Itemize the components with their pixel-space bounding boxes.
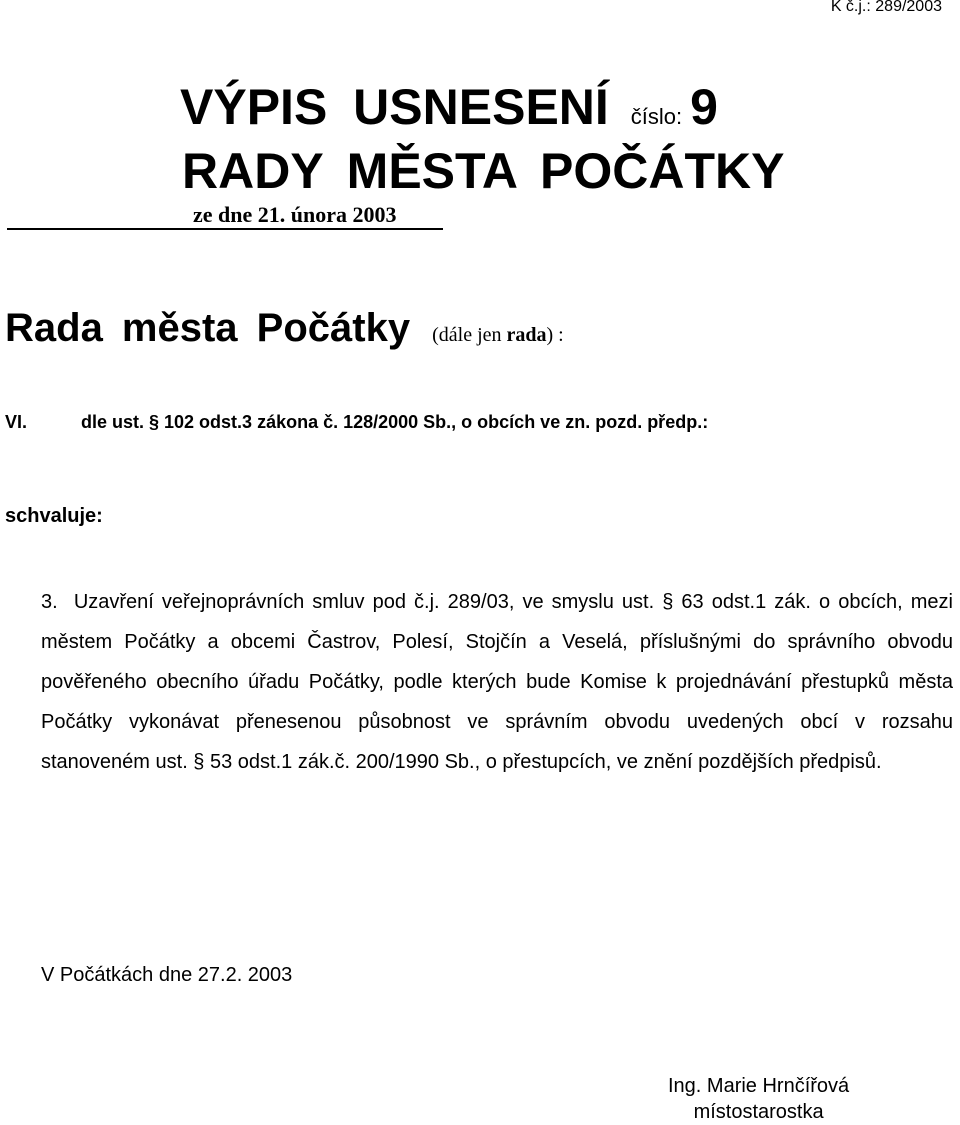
signatory-role: místostarostka: [693, 1101, 824, 1123]
document-title: [180, 78, 718, 136]
council-note-term: rada: [506, 324, 547, 346]
number-label: číslo:: [630, 104, 683, 129]
section-legal-basis: dle ust. § 102 odst.3 zákona č. 128/2000 Sb., o obcích ve zn. pozd. předp.:: [81, 412, 709, 432]
council-note-prefix: (dále jen: [432, 324, 507, 346]
council-note: [432, 324, 564, 346]
resolution-number: 9: [690, 79, 718, 135]
section-number: VI.: [5, 412, 28, 432]
title-line-1: VÝPIS USNESENÍ: [180, 79, 609, 135]
signature-block: [668, 1073, 849, 1125]
item-text: Uzavření veřejnoprávních smluv pod č.j. 289/03, ve smyslu ust. § 63 odst.1 zák. o obcích, mezi městem Počátky a obcemi Častrov, Polesí, Stojčín a Veselá, příslušnými do správního obvodu pověřeného obecního úřadu Počátky, podle kterých bude Komise k projednávání přestupků města Počátky vykonávat přenesenou působnost ve správním obvodu uvedených obcí v rozsahu stanoveném ust. § 53 odst.1 zák.č. 200/1990 Sb., o přestupcích, ve znění pozdějších předpisů.: [41, 591, 953, 773]
title-line-2: RADY MĚSTA POČÁTKY: [182, 143, 785, 199]
item-number: 3.: [41, 591, 58, 613]
council-note-suffix: ) :: [546, 324, 564, 346]
approves-heading: schvaluje:: [5, 505, 103, 527]
signatory-name: Ing. Marie Hrnčířová: [668, 1075, 850, 1097]
resolution-item: [41, 582, 953, 782]
title-underline: [7, 228, 443, 230]
place-and-date: V Počátkách dne 27.2. 2003: [41, 964, 293, 986]
meeting-date: ze dne 21. února 2003: [193, 202, 397, 227]
council-name: Rada města Počátky: [5, 306, 411, 350]
reference-number: K č.j.: 289/2003: [830, 0, 942, 15]
council-heading: [5, 306, 564, 351]
